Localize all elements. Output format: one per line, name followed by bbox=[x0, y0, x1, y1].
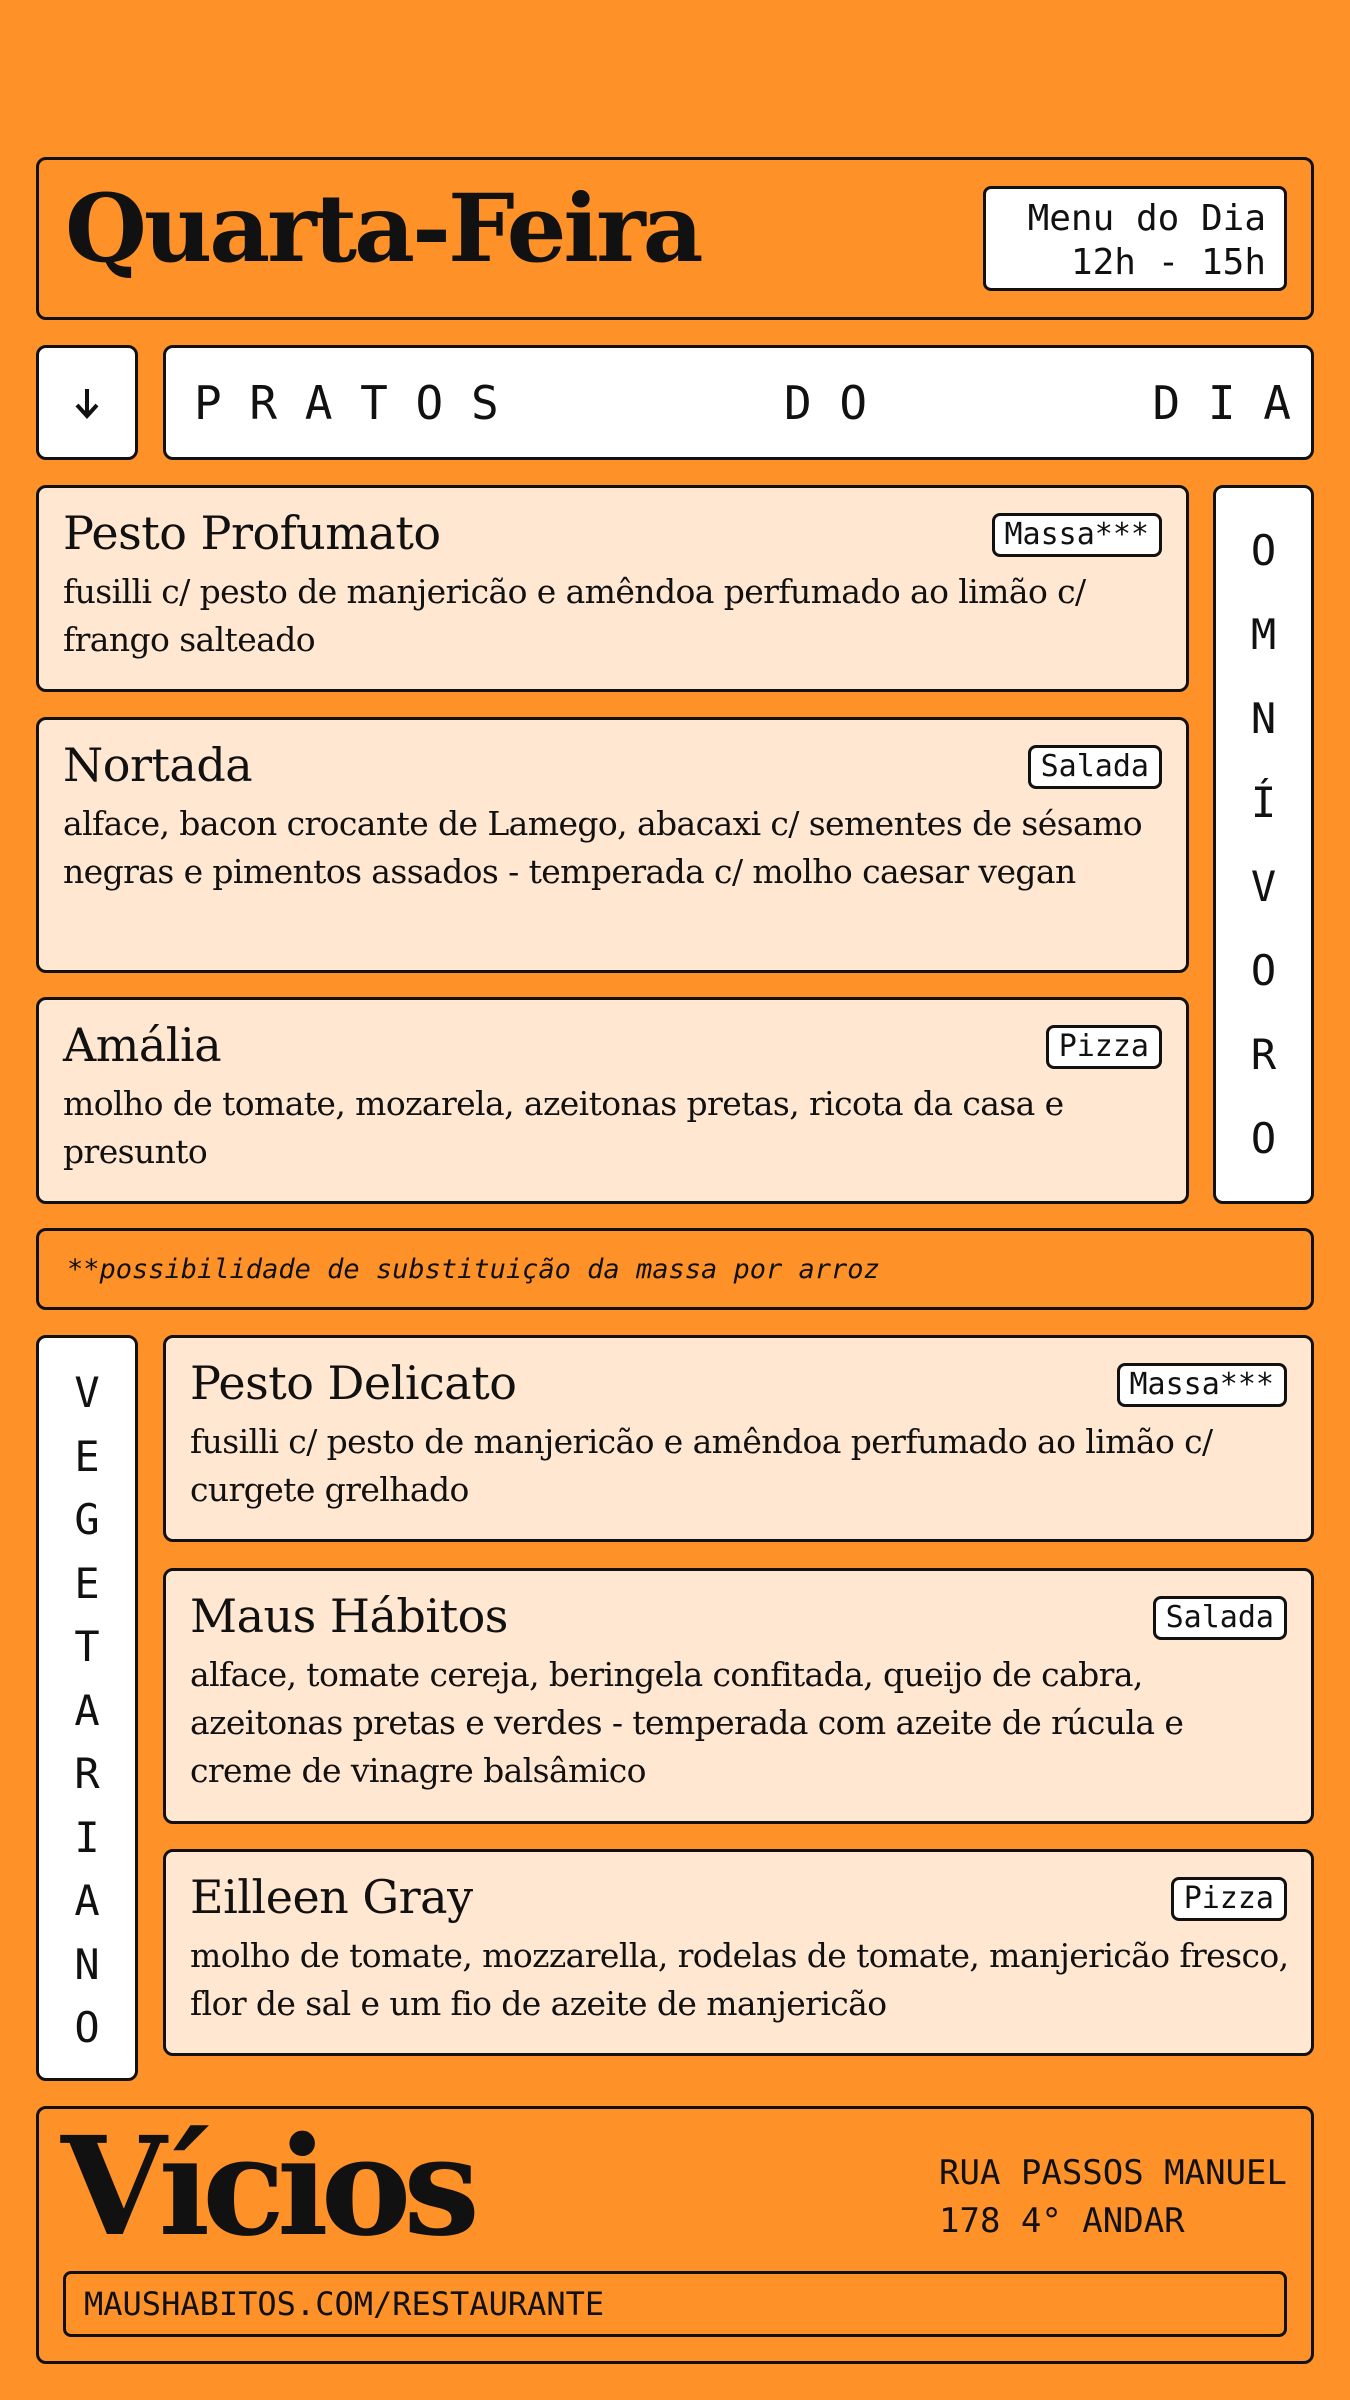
vertical-letter: O bbox=[1250, 1114, 1277, 1164]
dish-name: Pesto Profumato bbox=[63, 506, 441, 560]
section-word-dia: D I A bbox=[1152, 375, 1291, 430]
address bbox=[939, 2149, 1287, 2245]
section-word-pratos: P R A T O S bbox=[194, 375, 499, 430]
vertical-letter: E bbox=[74, 1558, 100, 1608]
vertical-letter: E bbox=[74, 1431, 100, 1481]
vegetariano-vertical-label bbox=[36, 1335, 138, 2081]
dish-description: alface, bacon crocante de Lamego, abacaxi c/ sementes de sésamo negras e pimentos assados - temperada c/ molho caesar vegan bbox=[63, 804, 1143, 891]
vertical-letter: R bbox=[74, 1749, 100, 1798]
dish-card bbox=[36, 485, 1189, 692]
website-link[interactable]: MAUSHABITOS.COM/RESTAURANTE bbox=[63, 2271, 1287, 2337]
section-title bbox=[163, 345, 1314, 460]
omnivoro-vertical-label bbox=[1213, 485, 1314, 1204]
dish-card bbox=[163, 1568, 1314, 1824]
dish-category-tag: Salada bbox=[1153, 1596, 1287, 1640]
dish-name: Amália bbox=[63, 1018, 222, 1072]
vertical-letter: I bbox=[74, 1812, 100, 1862]
dish-category-tag: Salada bbox=[1028, 745, 1162, 789]
vertical-letter: A bbox=[74, 1685, 100, 1735]
menu-label: Menu do Dia bbox=[1027, 198, 1266, 239]
hours-label: 12h - 15h bbox=[1070, 242, 1266, 283]
dish-card bbox=[36, 997, 1189, 1204]
dish-name: Maus Hábitos bbox=[190, 1589, 508, 1643]
vertical-letter: M bbox=[1250, 609, 1277, 659]
dish-description: molho de tomate, mozarela, azeitonas pretas, ricota da casa e presunto bbox=[63, 1084, 1064, 1171]
dish-name: Pesto Delicato bbox=[190, 1356, 517, 1410]
dish-name: Eilleen Gray bbox=[190, 1870, 473, 1924]
vertical-letter: O bbox=[1250, 525, 1277, 575]
dish-category-tag: Massa*** bbox=[1117, 1363, 1288, 1407]
menu-hours-badge bbox=[983, 186, 1287, 291]
vertical-letter: N bbox=[1250, 693, 1277, 743]
dish-card bbox=[163, 1849, 1314, 2056]
section-word-do: D O bbox=[784, 375, 868, 430]
vertical-letter: Í bbox=[1250, 777, 1277, 827]
vertical-letter: O bbox=[74, 2003, 100, 2052]
vertical-letter: T bbox=[74, 1622, 100, 1671]
brand-logo: Vícios bbox=[61, 2107, 472, 2267]
vertical-letter: N bbox=[74, 1939, 100, 1989]
header-panel bbox=[36, 157, 1314, 320]
dish-category-tag: Pizza bbox=[1046, 1025, 1162, 1069]
dish-description: alface, tomate cereja, beringela confitada, queijo de cabra, azeitonas pretas e verdes - temperada com azeite de rúcula e creme de vinagre balsâmico bbox=[190, 1655, 1184, 1790]
vertical-letter: A bbox=[74, 1876, 100, 1925]
dish-description: fusilli c/ pesto de manjericão e amêndoa perfumado ao limão c/ frango salteado bbox=[63, 572, 1086, 659]
vertical-letter: V bbox=[1250, 862, 1277, 912]
dish-name: Nortada bbox=[63, 738, 253, 792]
dish-description: molho de tomate, mozzarella, rodelas de tomate, manjericão fresco, flor de sal e um fio de azeite de manjericão bbox=[190, 1936, 1289, 2023]
dish-card bbox=[163, 1335, 1314, 1542]
dish-category-tag: Pizza bbox=[1171, 1877, 1287, 1921]
vertical-letter: O bbox=[1250, 946, 1277, 996]
address-line: RUA PASSOS MANUEL bbox=[939, 2153, 1287, 2193]
substitution-note: **possibilidade de substituição da massa por arroz bbox=[36, 1228, 1314, 1310]
day-title: Quarta-Feira bbox=[65, 174, 701, 284]
dish-category-tag: Massa*** bbox=[992, 513, 1163, 557]
arrow-down-icon bbox=[72, 385, 102, 421]
footer-panel bbox=[36, 2106, 1314, 2364]
dish-description: fusilli c/ pesto de manjericão e amêndoa perfumado ao limão c/ curgete grelhado bbox=[190, 1422, 1213, 1509]
vertical-letter: R bbox=[1250, 1030, 1277, 1080]
address-line: 178 4° ANDAR bbox=[939, 2201, 1185, 2241]
vertical-letter: V bbox=[74, 1368, 100, 1417]
dish-card bbox=[36, 717, 1189, 973]
vertical-letter: G bbox=[74, 1495, 100, 1544]
arrow-down-icon-box bbox=[36, 345, 138, 460]
